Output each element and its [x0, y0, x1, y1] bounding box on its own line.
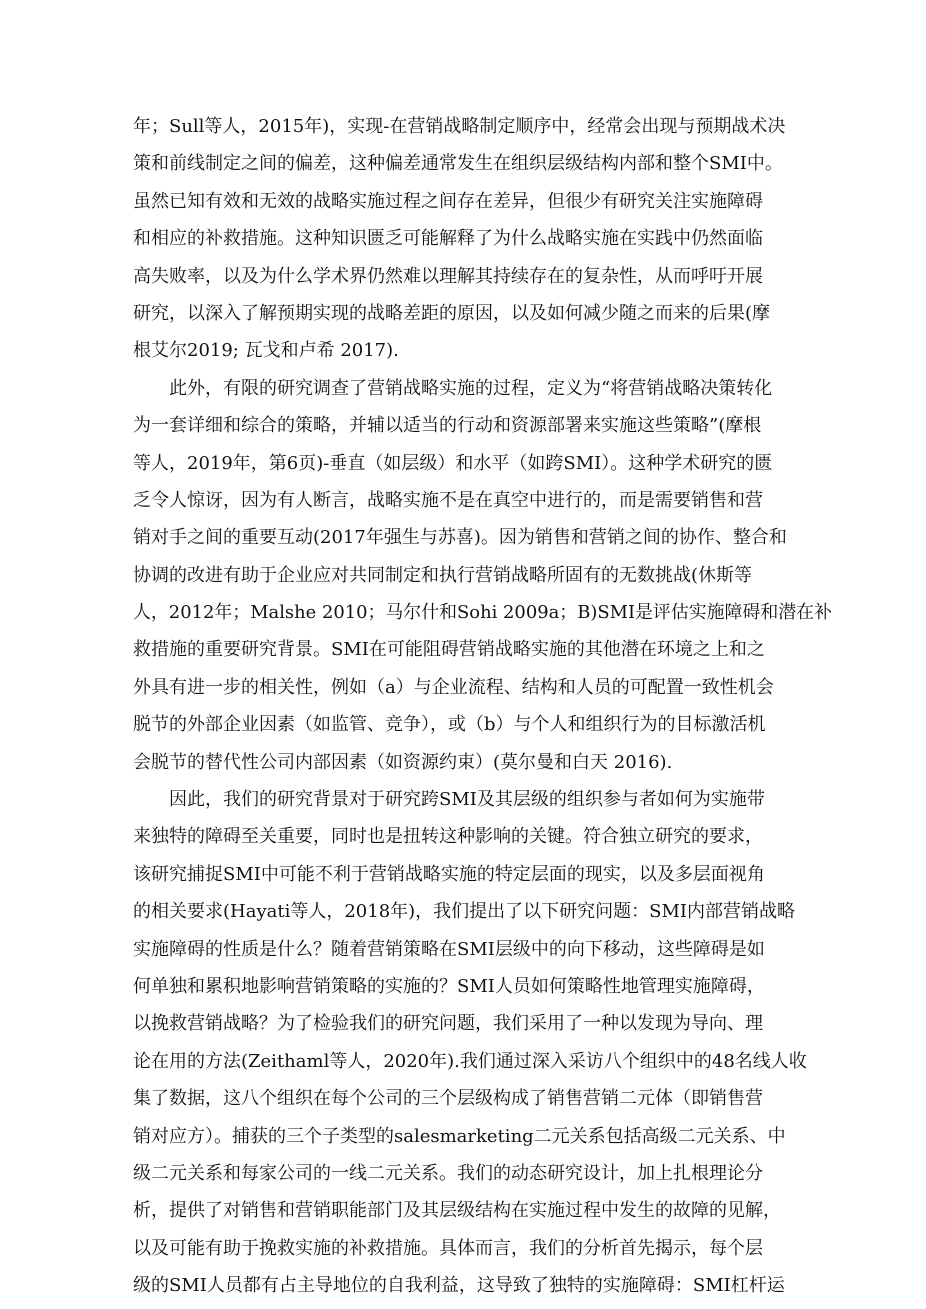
text-line: 根艾尔2019; 瓦戈和卢希 2017). — [133, 340, 399, 362]
text-line: 虽然已知有效和无效的战略实施过程之间存在差异，但很少有研究关注实施障碍 — [133, 190, 763, 212]
text-line: 脱节的外部企业因素（如监管、竞争），或（b）与个人和组织行为的目标激活机 — [133, 714, 766, 736]
text-line: 协调的改进有助于企业应对共同制定和执行营销战略所固有的无数挑战(休斯等 — [133, 564, 753, 586]
text-line: 级二元关系和每家公司的一线二元关系。我们的动态研究设计，加上扎根理论分 — [133, 1162, 763, 1184]
text-line: 此外，有限的研究调查了营销战略实施的过程，定义为“将营销战略决策转化 — [169, 377, 773, 399]
text-line: 实施障碍的性质是什么？随着营销策略在SMI层级中的向下移动，这些障碍是如 — [133, 938, 765, 960]
text-line: 级的SMI人员都有占主导地位的自我利益，这导致了独特的实施障碍：SMI杠杆运 — [133, 1275, 785, 1297]
paragraph-p1 — [133, 108, 833, 370]
text-line: 研究，以深入了解预期实现的战略差距的原因，以及如何减少随之而来的后果(摩 — [133, 302, 771, 324]
text-line: 何单独和累积地影响营销策略的实施的？SMI人员如何策略性地管理实施障碍， — [133, 975, 765, 997]
text-line: 析，提供了对销售和营销职能部门及其层级结构在实施过程中发生的故障的见解， — [133, 1200, 781, 1222]
text-line: 论在用的方法(Zeithaml等人，2020年).我们通过深入采访八个组织中的48名线人收 — [133, 1050, 807, 1072]
text-line: 集了数据，这八个组织在每个公司的三个层级构成了销售营销二元体（即销售营 — [133, 1088, 763, 1110]
text-line: 策和前线制定之间的偏差，这种偏差通常发生在组织层级结构内部和整个SMI中。 — [133, 153, 783, 175]
text-line: 的相关要求(Hayati等人，2018年)，我们提出了以下研究问题：SMI内部营销战略 — [133, 901, 796, 923]
text-line: 因此，我们的研究背景对于研究跨SMI及其层级的组织参与者如何为实施带 — [169, 789, 765, 811]
text-line: 高失败率，以及为什么学术界仍然难以理解其持续存在的复杂性，从而呼吁开展 — [133, 265, 763, 287]
paragraph-p3 — [133, 781, 833, 1304]
text-line: 乏令人惊讶，因为有人断言，战略实施不是在真空中进行的，而是需要销售和营 — [133, 489, 763, 511]
text-line: 销对手之间的重要互动(2017年强生与苏喜)。因为销售和营销之间的协作、整合和 — [133, 527, 787, 549]
text-line: 救措施的重要研究背景。SMI在可能阻碍营销战略实施的其他潜在环境之上和之 — [133, 639, 765, 661]
text-line: 以挽救营销战略？为了检验我们的研究问题，我们采用了一种以发现为导向、理 — [133, 1013, 763, 1035]
paragraph-p2 — [133, 370, 833, 781]
text-line: 为一套详细和综合的策略，并辅以适当的行动和资源部署来实施这些策略”(摩根 — [133, 415, 762, 437]
text-line: 等人，2019年，第6页)-垂直（如层级）和水平（如跨SMI）。这种学术研究的匮 — [133, 452, 773, 474]
text-line: 外具有进一步的相关性，例如（a）与企业流程、结构和人员的可配置一致性机会 — [133, 676, 774, 698]
text-line: 来独特的障碍至关重要，同时也是扭转这种影响的关键。符合独立研究的要求， — [133, 826, 763, 848]
text-line: 会脱节的替代性公司内部因素（如资源约束）(莫尔曼和白天 2016). — [133, 751, 673, 773]
text-line: 人，2012年；Malshe 2010；马尔什和Sohi 2009a；B)SMI是评估实施障碍和潜在补 — [133, 602, 832, 624]
body-text — [133, 108, 833, 1305]
text-line: 销对应方）。捕获的三个子类型的salesmarketing二元关系包括高级二元关系、中 — [133, 1125, 786, 1147]
text-line: 以及可能有助于挽救实施的补救措施。具体而言，我们的分析首先揭示，每个层 — [133, 1237, 763, 1259]
text-line: 该研究捕捉SMI中可能不利于营销战略实施的特定层面的现实，以及多层面视角 — [133, 863, 765, 885]
text-line: 年；Sull等人，2015年)，实现-在营销战略制定顺序中，经常会出现与预期战术决 — [133, 116, 786, 137]
text-line: 和相应的补救措施。这种知识匮乏可能解释了为什么战略实施在实践中仍然面临 — [133, 228, 763, 250]
